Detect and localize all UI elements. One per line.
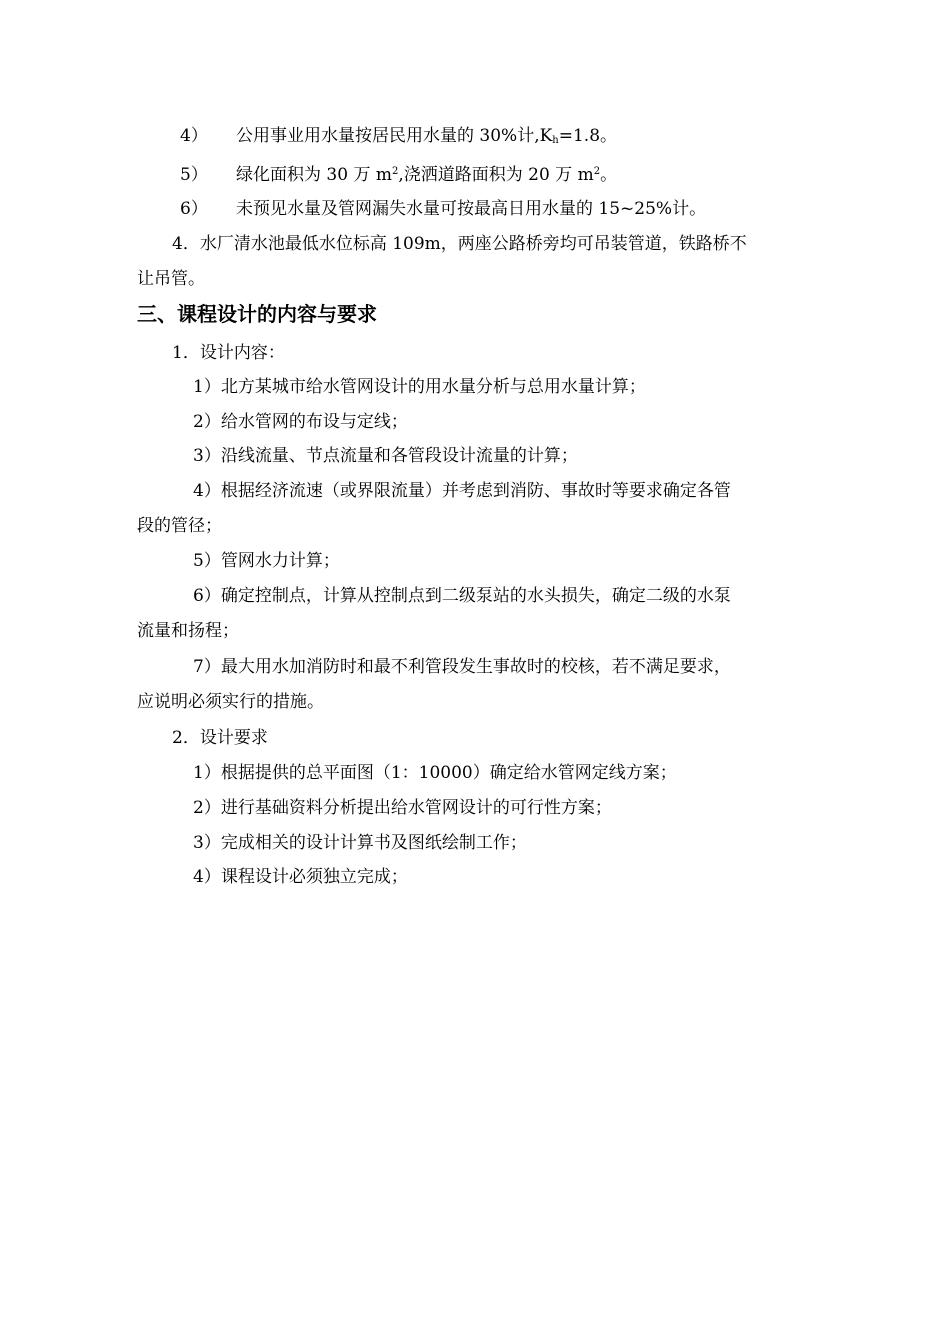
list-item-unforeseen-water: [180, 197, 706, 221]
list-text-middle: ,浇洒道路面积为 20 万 m: [398, 165, 594, 185]
requirement-item-4: 4）课程设计必须独立完成；: [193, 867, 408, 887]
list-number: 6）: [180, 199, 208, 219]
subscript-text: h: [552, 135, 559, 146]
list-number: 5）: [180, 165, 208, 185]
content-item-6-line2: 流量和扬程；: [137, 621, 239, 641]
list-text-end: 。: [600, 165, 618, 185]
paragraph-water-plant-line2: 让吊管。: [137, 269, 205, 289]
content-item-7-line1: 7）最大用水加消防时和最不利管段发生事故时的校核，若不满足要求，: [193, 657, 731, 677]
list-number: 4）: [180, 126, 208, 146]
subsection-title-requirements: 2．设计要求: [172, 728, 268, 748]
list-text: 公用事业用水量按居民用水量的 30%计,K: [236, 126, 553, 146]
list-item-public-water: [180, 124, 617, 153]
list-item-green-area: [180, 160, 617, 187]
content-item-7-line2: 应说明必须实行的措施。: [137, 692, 324, 712]
requirement-item-3: 3）完成相关的设计计算书及图纸绘制工作；: [193, 833, 527, 853]
content-item-1: 1）北方某城市给水管网设计的用水量分析与总用水量计算；: [193, 377, 646, 397]
superscript-text: 2: [593, 166, 601, 177]
content-item-4-line1: 4）根据经济流速（或界限流量）并考虑到消防、事故时等要求确定各管: [193, 481, 731, 501]
requirement-item-1: 1）根据提供的总平面图（1：10000）确定给水管网定线方案；: [193, 763, 677, 783]
content-item-5: 5）管网水力计算；: [193, 551, 340, 571]
content-item-3: 3）沿线流量、节点流量和各管段设计流量的计算；: [193, 446, 578, 466]
content-item-4-line2: 段的管径；: [137, 516, 222, 536]
subsection-title-content: 1．设计内容：: [172, 343, 285, 363]
list-text: 绿化面积为 30 万 m: [236, 165, 392, 185]
content-item-6-line1: 6）确定控制点，计算从控制点到二级泵站的水头损失，确定二级的水泵: [193, 586, 731, 606]
list-text-end: =1.8。: [558, 126, 618, 146]
content-item-2: 2）给水管网的布设与定线；: [193, 412, 408, 432]
superscript-text: 2: [391, 166, 399, 177]
requirement-item-2: 2）进行基础资料分析提出给水管网设计的可行性方案；: [193, 798, 612, 818]
section-heading: 三、课程设计的内容与要求: [137, 302, 377, 326]
paragraph-water-plant-line1: 4．水厂清水池最低水位标高 109m，两座公路桥旁均可吊装管道，铁路桥不: [172, 234, 747, 254]
list-text: 未预见水量及管网漏失水量可按最高日用水量的 15~25%计。: [236, 199, 707, 219]
